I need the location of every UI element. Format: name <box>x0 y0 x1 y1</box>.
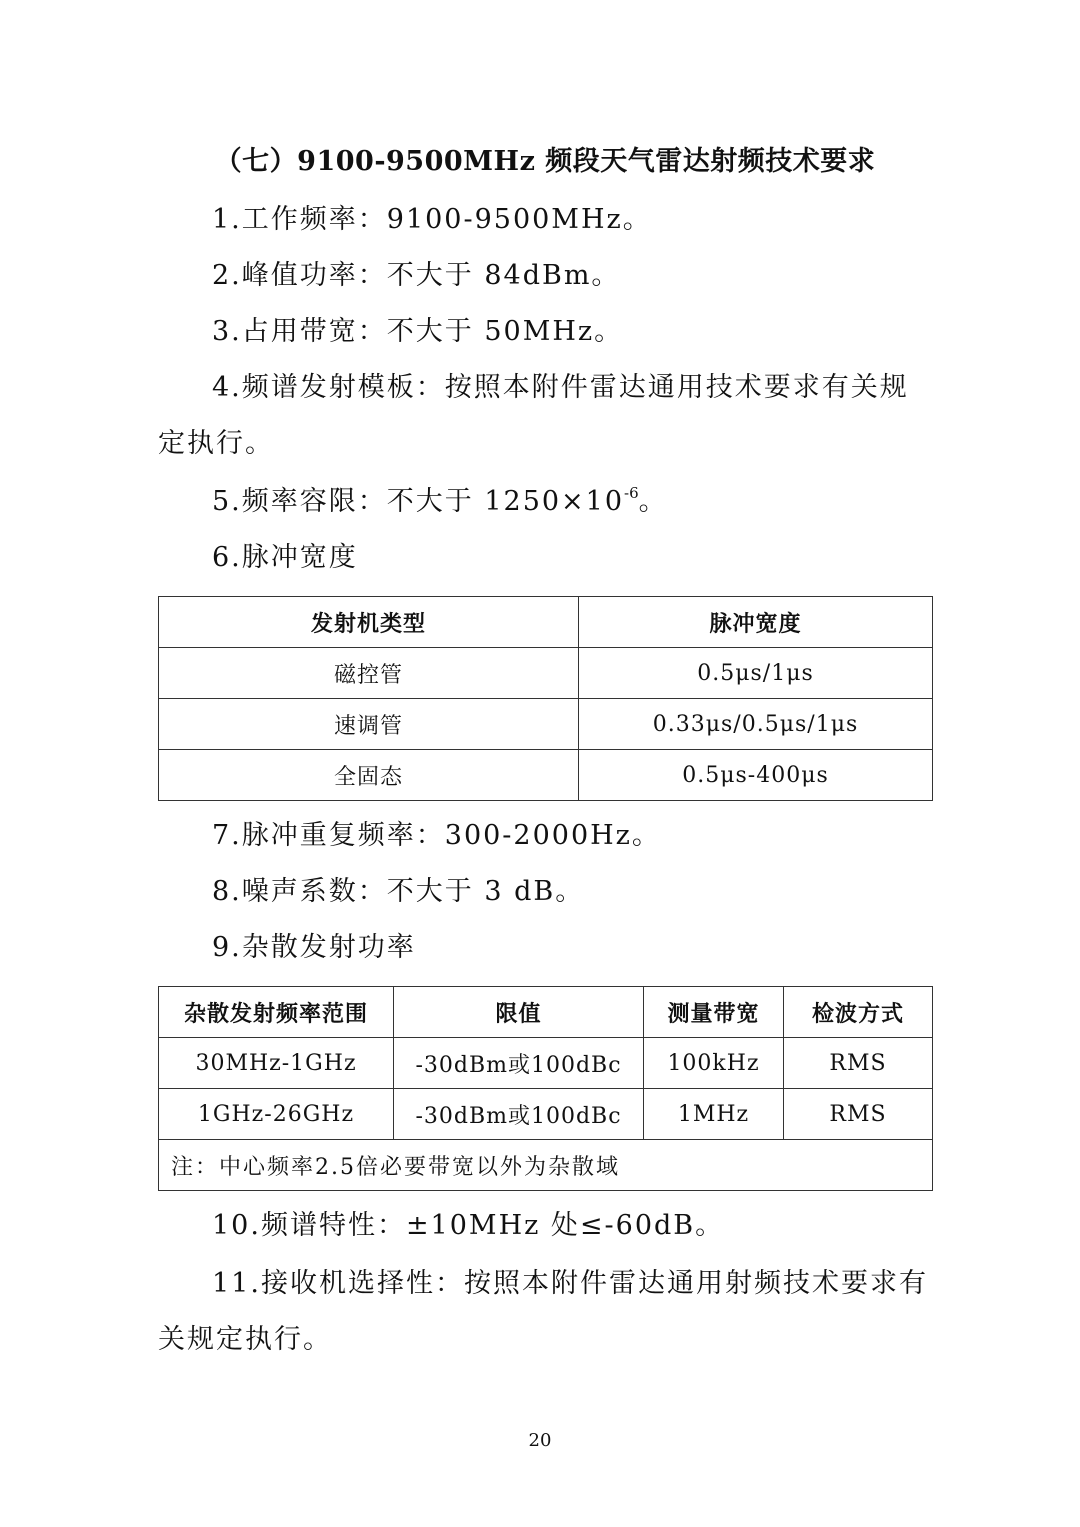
tolerance-suffix: 。 <box>638 486 668 517</box>
table-cell: 磁控管 <box>159 648 579 699</box>
item-noise-figure: 8.噪声系数：不大于 3 dB。 <box>212 876 585 907</box>
column-header: 发射机类型 <box>159 597 579 648</box>
tolerance-exponent: -6 <box>624 484 639 502</box>
table-row <box>159 648 933 699</box>
table-cell: 0.5μs-400μs <box>579 750 933 801</box>
table-note-row <box>159 1140 933 1191</box>
table-cell: 1MHz <box>644 1089 784 1140</box>
column-header: 限值 <box>394 987 644 1038</box>
table-cell: 30MHz-1GHz <box>159 1038 394 1089</box>
table-row <box>159 1089 933 1140</box>
item-spurious-emission: 9.杂散发射功率 <box>212 932 416 963</box>
table-cell: RMS <box>784 1038 933 1089</box>
item-pulse-repetition-frequency: 7.脉冲重复频率：300-2000Hz。 <box>212 820 661 851</box>
table-cell: 0.5μs/1μs <box>579 648 933 699</box>
column-header: 杂散发射频率范围 <box>159 987 394 1038</box>
column-header: 测量带宽 <box>644 987 784 1038</box>
item-spectrum-characteristic: 10.频谱特性：±10MHz 处≤-60dB。 <box>212 1210 725 1241</box>
item-pulse-width: 6.脉冲宽度 <box>212 542 358 573</box>
table-row <box>159 1038 933 1089</box>
table-cell: 1GHz-26GHz <box>159 1089 394 1140</box>
table-cell: -30dBm或100dBc <box>394 1038 644 1089</box>
item-frequency-tolerance <box>158 474 936 530</box>
table-cell: 100kHz <box>644 1038 784 1089</box>
table-row <box>159 699 933 750</box>
section-heading: （七）9100-9500MHz 频段天气雷达射频技术要求 <box>214 146 876 177</box>
column-header: 检波方式 <box>784 987 933 1038</box>
page-number: 20 <box>528 1430 552 1451</box>
spurious-emission-table <box>158 986 933 1191</box>
table-cell: 0.33μs/0.5μs/1μs <box>579 699 933 750</box>
table-header-row <box>159 987 933 1038</box>
item-operating-frequency: 1.工作频率：9100-9500MHz。 <box>212 204 652 235</box>
item-occupied-bandwidth: 3.占用带宽：不大于 50MHz。 <box>212 316 624 347</box>
table-header-row <box>159 597 933 648</box>
tolerance-text: 5.频率容限：不大于 1250×10 <box>212 486 625 517</box>
item-peak-power: 2.峰值功率：不大于 84dBm。 <box>212 260 621 291</box>
table-row <box>159 750 933 801</box>
item-receiver-selectivity: 11.接收机选择性：按照本附件雷达通用射频技术要求有关规定执行。 <box>158 1268 928 1355</box>
table-cell: RMS <box>784 1089 933 1140</box>
table-cell: 速调管 <box>159 699 579 750</box>
pulse-width-table <box>158 596 933 801</box>
table-cell: -30dBm或100dBc <box>394 1089 644 1140</box>
item-emission-mask: 4.频谱发射模板：按照本附件雷达通用技术要求有关规定执行。 <box>158 372 909 459</box>
table-cell: 全固态 <box>159 750 579 801</box>
column-header: 脉冲宽度 <box>579 597 933 648</box>
table-note: 注：中心频率2.5倍必要带宽以外为杂散域 <box>159 1140 933 1191</box>
